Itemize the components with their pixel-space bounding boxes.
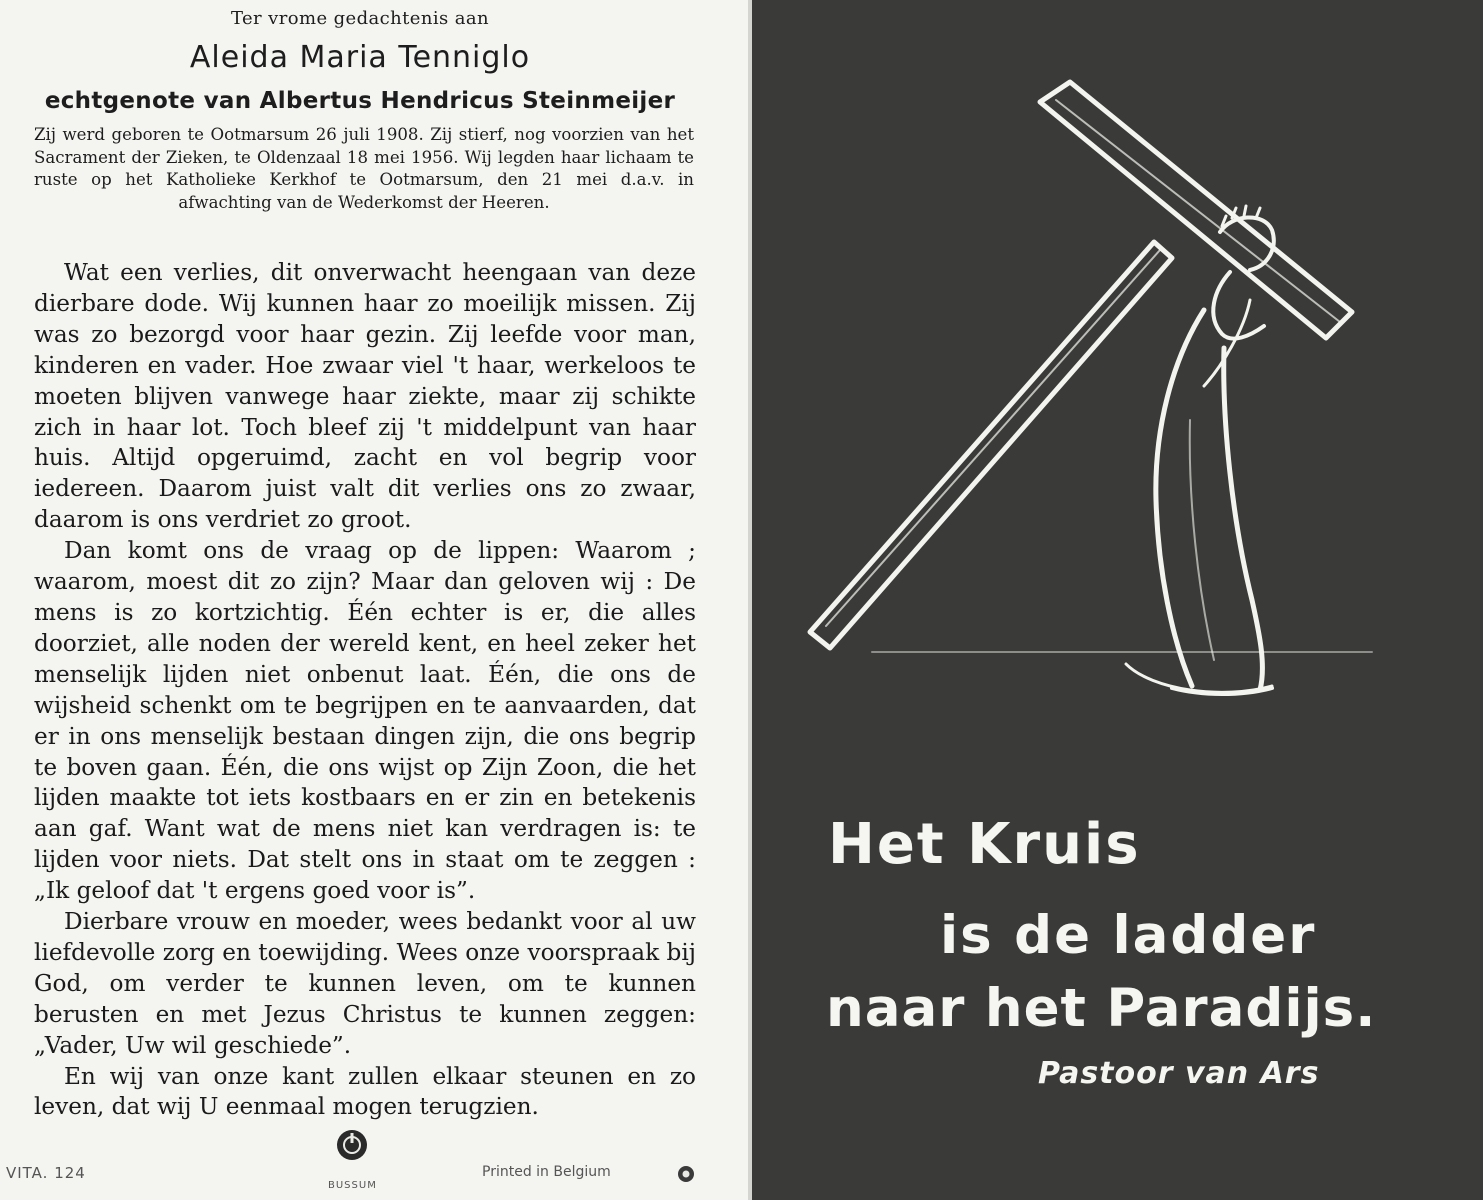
paragraph: Wat een verlies, dit onverwacht heengaan van deze dierbare dode. Wij kunnen haar zo moeilijk missen. Zij was zo bezorgd voor haar gezin. Zij leefde voor man, kinderen en vader. Hoe zwaar viel 't haar, werkeloos te moeten blijven vanwege haar ziekte, maar zij schikte zich in haar lot. Toch bleef zij 't middelpunt van haar huis. Altijd opgeruimd, zacht en vol begrip voor iedereen. Daarom juist valt dit verlies ons zo zwaar, daarom is ons verdriet zo groot. <box>34 259 696 534</box>
deceased-name: Aleida Maria Tenniglo <box>189 40 531 75</box>
quote-author: Pastoor van Ars <box>1038 1056 1320 1091</box>
quote-line-2: is de ladder <box>940 905 1317 966</box>
biography: Zij werd geboren te Ootmarsum 26 juli 1908. Zij stierf, nog voorzien van het Sacrament der Zieken, te Oldenzaal 18 mei 1956. Wij legden haar lichaam te ruste op het Katholieke Kerkhof te Ootmarsum, den 21 mei d.a.v. in afwachting van de Wederkomst der Heeren. <box>34 125 694 212</box>
paragraph: Dierbare vrouw en moeder, wees bedankt voor al uw liefdevolle zorg en toewijding. Wees onze voorspraak bij God, om verder te kunnen leven, om te kunnen berusten en met Jezus Christus te kunnen zeggen: „Vader, Uw wil geschiede”. <box>34 908 696 1059</box>
quote-line-1: Het Kruis <box>828 812 1141 877</box>
printer-seal-icon <box>335 1128 369 1162</box>
cross-bearer-illustration <box>752 0 1483 720</box>
paragraph: Dan komt ons de vraag op de lippen: Waarom ; waarom, moest dit zo zijn? Maar dan geloven wij : De mens is zo kortzichtig. Één echter is er, die alles doorziet, alle noden der wereld kent, en heel zeker het menselijk lijden niet onbenut laat. Één, die ons de wijsheid schenkt om te begrijpen en te aanvaarden, dat er in ons menselijk bestaan dingen zijn, die ons begrip te boven gaan. Één, die ons wijst op Zijn Zoon, die het lijden maakte tot iets kostbaars en er zin en betekenis aan gaf. Want wat de mens niet kan verdragen is: te lijden voor niets. Dat stelt ons in staat om te zeggen : „Ik geloof dat 't ergens goed voor is”. <box>34 537 696 905</box>
memorial-text <box>34 258 696 1123</box>
printed-in: Printed in Belgium <box>482 1164 611 1180</box>
paragraph: En wij van onze kant zullen elkaar steunen en zo leven, dat wij U eenmaal mogen terugzien. <box>34 1062 696 1121</box>
quote-line-3: naar het Paradijs. <box>826 978 1377 1039</box>
spouse-line: echtgenote van Albertus Hendricus Steinmeijer <box>44 88 676 114</box>
illustration-panel <box>752 0 1483 1200</box>
printer-city: BUSSUM <box>328 1180 377 1191</box>
vita-number: VITA. 124 <box>6 1164 86 1182</box>
end-mark-icon <box>676 1164 696 1184</box>
intro-line: Ter vrome gedachtenis aan <box>231 8 489 29</box>
